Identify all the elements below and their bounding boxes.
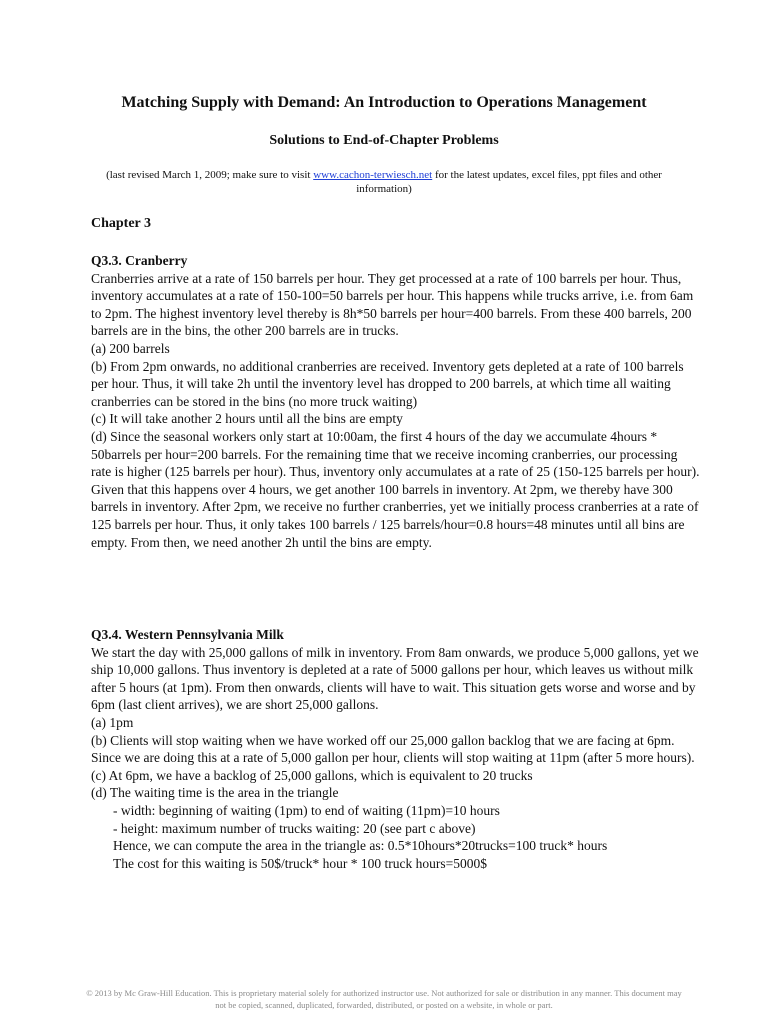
question-3-3 xyxy=(91,252,701,551)
website-link[interactable]: www.cachon-terwiesch.net xyxy=(313,169,433,181)
answer-a: (a) 200 barrels xyxy=(91,340,170,356)
answer-d: (d) Since the seasonal workers only start at 10:00am, the first 4 hours of the day we accumulate 4hours * 50barrels per hour=200 barrels. For the remaining time that we receive incoming cranberries, our processing rate is higher (125 barrels per hour). Thus, inventory only accumulates at a rate of 25 (150-125 barrels per hour). Given that this happens over 4 hours, we get another 100 barrels in inventory. At 2pm, we thereby have 300 barrels in inventory. After 2pm, we receive no further cranberries, yet we initially process cranberries at a rate of 125 barrels per hour. Thus, it only takes 100 barrels / 125 barrels/hour=0.8 hours=48 minutes until all bins are empty. From then, we need another 2h until the bins are empty. xyxy=(91,428,700,550)
copyright-footer: © 2013 by Mc Graw-Hill Education. This is proprietary material solely for authorized instructor use. Not authorized for sale or distribution in any manner. This document may not be copied, scanned, duplicated, forwarded, distributed, or posted on a website, in whole or part. xyxy=(86,988,682,1010)
answer-d: (d) The waiting time is the area in the triangle xyxy=(91,785,339,801)
revision-note-end: for the latest updates, excel files, ppt files and other information) xyxy=(356,169,662,195)
chapter-heading: Chapter 3 xyxy=(91,216,152,231)
answer-c: (c) At 6pm, we have a backlog of 25,000 gallons, which is equivalent to 20 trucks xyxy=(91,767,533,783)
question-intro: We start the day with 25,000 gallons of milk in inventory. From 8am onwards, we produce 5,000 gallons, yet we ship 10,000 gallons. Thus inventory is depleted at a rate of 5000 gallons per hour, which leaves us without milk after 5 hours (at 1pm). From then onwards, clients will have to wait. This situation gets worse and worse and by 6pm (last client arrives), we are short 25,000 gallons. xyxy=(91,644,699,713)
answer-c: (c) It will take another 2 hours until all the bins are empty xyxy=(91,411,403,427)
answer-b: (b) Clients will stop waiting when we have worked off our 25,000 gallon backlog that we are facing at 6pm. Since we are doing this at a rate of 5,000 gallon per hour, clients will stop waiting at 11pm (after 5 more hours). xyxy=(91,732,695,766)
question-3-4 xyxy=(91,626,701,872)
question-intro: Cranberries arrive at a rate of 150 barrels per hour. They get processed at a rate of 100 barrels per hour. Thus, inventory accumulates at a rate of 150-100=50 barrels per hour. This happens while trucks arrive, i.e. from 6am to 2pm. The highest inventory level thereby is 8h*50 barrels per hour=400 barrels. From these 400 barrels, 200 barrels are in the bins, the other 200 barrels are in trucks. xyxy=(91,270,694,339)
book-title: Matching Supply with Demand: An Introduction to Operations Management xyxy=(121,94,647,111)
document-subtitle: Solutions to End-of-Chapter Problems xyxy=(269,133,499,148)
waiting-cost: The cost for this waiting is 50$/truck* hour * 100 truck hours=5000$ xyxy=(113,855,487,871)
answer-a: (a) 1pm xyxy=(91,714,134,730)
revision-note xyxy=(80,168,688,196)
triangle-height: - height: maximum number of trucks waiting: 20 (see part c above) xyxy=(113,820,476,836)
triangle-width: - width: beginning of waiting (1pm) to end of waiting (11pm)=10 hours xyxy=(113,802,500,818)
question-heading: Q3.3. Cranberry xyxy=(91,253,188,268)
answer-b: (b) From 2pm onwards, no additional cranberries are received. Inventory gets depleted at a rate of 100 barrels per hour. Thus, it will take 2h until the inventory level has dropped to 200 barrels, at which time all waiting cranberries can be stored in the bins (no more truck waiting) xyxy=(91,358,684,409)
question-heading: Q3.4. Western Pennsylvania Milk xyxy=(91,627,284,642)
triangle-area: Hence, we can compute the area in the triangle as: 0.5*10hours*20trucks=100 truck* hours xyxy=(113,838,608,854)
revision-note-start: (last revised March 1, 2009; make sure to visit xyxy=(106,169,314,181)
